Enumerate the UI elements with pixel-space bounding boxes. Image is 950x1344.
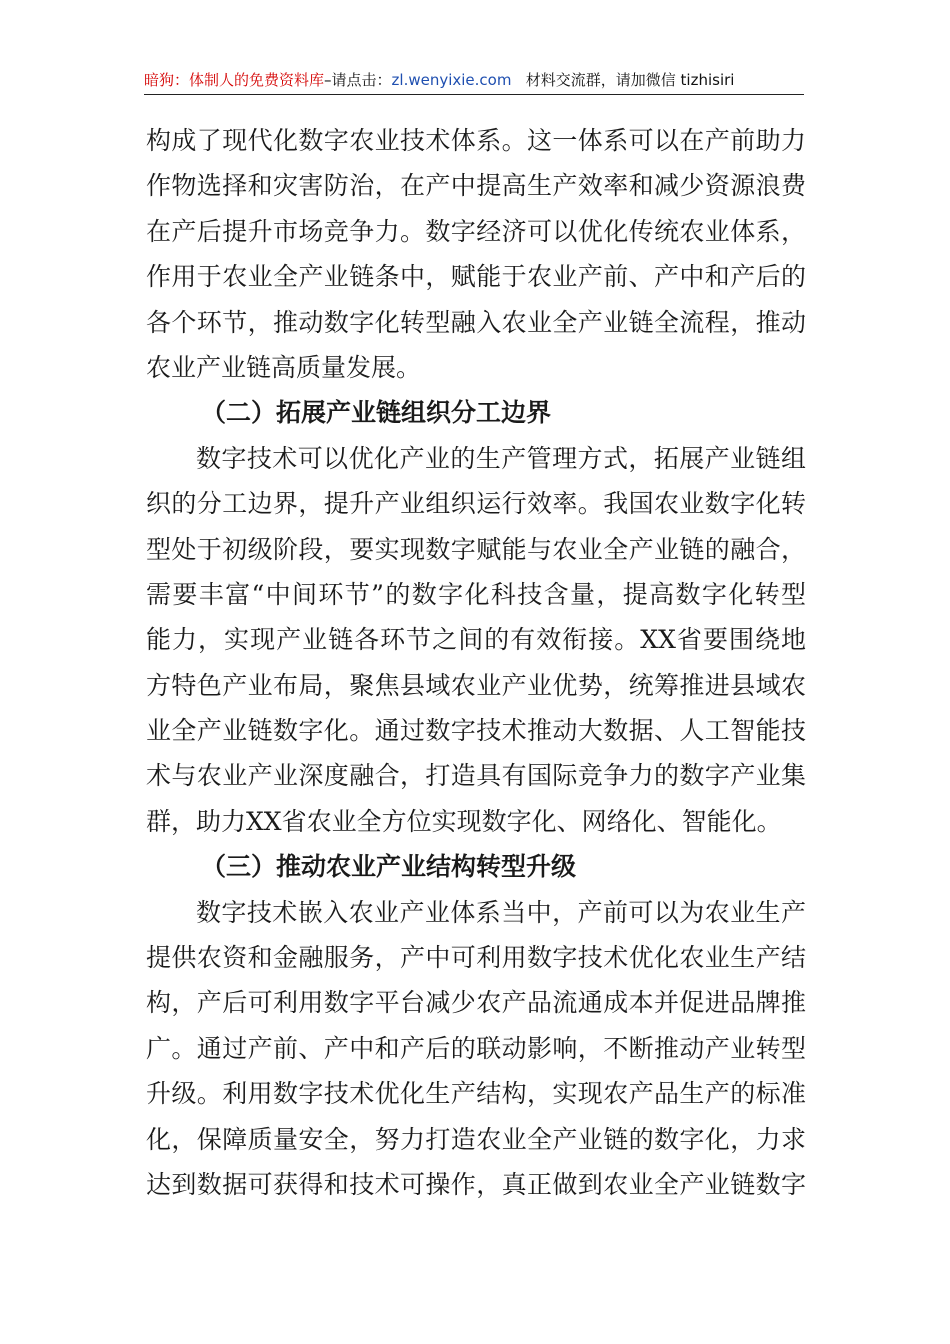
paragraph-line: 术与农业产业深度融合，打造具有国际竞争力的数字产业集 xyxy=(146,761,806,791)
page-header xyxy=(144,66,804,95)
paragraph-line: 达到数据可获得和技术可操作，真正做到农业全产业链数字 xyxy=(146,1169,806,1199)
header-url-link[interactable]: zl.wenyixie.com xyxy=(391,71,512,89)
paragraph-line: 农业产业链高质量发展。 xyxy=(146,352,422,382)
paragraph-line: 数字技术可以优化产业的生产管理方式，拓展产业链组 xyxy=(196,443,806,473)
paragraph-line: 各个环节，推动数字化转型融入农业全产业链全流程，推动 xyxy=(146,307,806,337)
paragraph-line: 群，助力XX省农业全方位实现数字化、网络化、智能化。 xyxy=(146,806,782,836)
paragraph-line: 升级。利用数字技术优化生产结构，实现农产品生产的标准 xyxy=(146,1079,806,1109)
paragraph-line: 数字技术嵌入农业产业体系当中，产前可以为农业生产 xyxy=(196,897,806,927)
paragraph-line: 化，保障质量安全，努力打造农业全产业链的数字化，力求 xyxy=(146,1124,806,1154)
paragraph-line: 需要丰富“中间环节”的数字化科技含量，提高数字化转型 xyxy=(146,579,806,609)
header-group-info: 材料交流群，请加微信 tizhisiri xyxy=(525,71,735,89)
paragraph-line: 广。通过产前、产中和产后的联动影响，不断推动产业转型 xyxy=(146,1033,806,1063)
section-heading: （二）拓展产业链组织分工边界 xyxy=(201,398,552,428)
document-body xyxy=(146,118,806,1207)
header-brand: 暗狗：体制人的免费资料库 xyxy=(144,71,325,89)
paragraph-line: 提供农资和金融服务，产中可利用数字技术优化农业生产结 xyxy=(146,943,806,973)
paragraph-line: 业全产业链数字化。通过数字技术推动大数据、人工智能技 xyxy=(146,716,806,746)
section-heading: （三）推动农业产业结构转型升级 xyxy=(201,852,577,882)
paragraph-line: 在产后提升市场竞争力。数字经济可以优化传统农业体系， xyxy=(146,216,806,246)
paragraph-line: 作物选择和灾害防治，在产中提高生产效率和减少资源浪费 xyxy=(146,171,806,201)
paragraph-line: 构，产后可利用数字平台减少农产品流通成本并促进品牌推 xyxy=(146,988,806,1018)
paragraph-line: 方特色产业布局，聚焦县域农业产业优势，统筹推进县域农 xyxy=(146,670,806,700)
paragraph-line: 构成了现代化数字农业技术体系。这一体系可以在产前助力 xyxy=(146,126,806,155)
paragraph-line: 型处于初级阶段，要实现数字赋能与农业全产业链的融合， xyxy=(146,534,806,564)
paragraph-line: 作用于农业全产业链条中，赋能于农业产前、产中和产后的 xyxy=(146,262,806,292)
paragraph-line: 织的分工边界，提升产业组织运行效率。我国农业数字化转 xyxy=(146,489,806,519)
header-click-prompt: –请点击： xyxy=(324,71,392,89)
paragraph-line: 能力，实现产业链各环节之间的有效衔接。XX省要围绕地 xyxy=(146,625,806,655)
